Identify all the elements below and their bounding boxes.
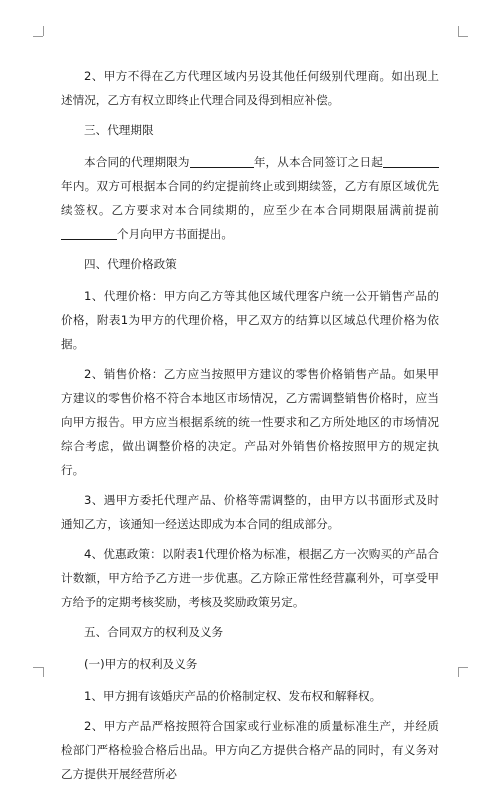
blank-field-notice-months: [61, 225, 117, 240]
paragraph-pricing-rights: 1、甲方拥有该婚庆产品的价格制定权、发布权和解释权。: [84, 689, 382, 703]
paragraph-retail-price: 2、销售价格：乙方应当按照甲方建议的零售价格销售产品。如果甲方建议的零售价格不符合本地区市场情况，乙方需调整销售价格时，应当向甲方报告。甲方应当根据系统的统一性要求和乙方所处地区的市场情况综合考虑，做出调整价格的决定。产品对外销售价格按照甲方的规定执行。: [61, 367, 439, 477]
crop-mark-bottom-right-v: [458, 667, 459, 677]
section-heading-pricing: 四、代理价格政策: [84, 257, 177, 271]
crop-mark-top-right-h: [458, 36, 468, 37]
paragraph-exclusive-area: 2、甲方不得在乙方代理区域内另设其他任何级别代理商。如出现上述情况，乙方有权立即终止代理合同及得到相应补偿。: [61, 69, 439, 107]
crop-mark-bottom-left-v: [43, 667, 44, 677]
subsection-heading-party-a: (一)甲方的权利及义务: [84, 657, 198, 671]
blank-field-term-years: [190, 153, 254, 168]
term-text-4: 个月向甲方书面提出。: [117, 227, 233, 241]
blank-field-start-years: [383, 153, 439, 168]
crop-mark-top-left-h: [33, 36, 43, 37]
crop-mark-top-right-v: [458, 26, 459, 36]
crop-mark-bottom-left-h: [33, 667, 43, 668]
paragraph-agency-price: 1、代理价格：甲方向乙方等其他区域代理客户统一公开销售产品的价格，附表1为甲方的代理价格，甲乙双方的结算以区域总代理价格为依据。: [61, 289, 439, 351]
section-heading-rights: 五、合同双方的权利及义务: [84, 625, 224, 639]
document-body: [61, 64, 439, 792]
paragraph-term: [61, 150, 439, 246]
section-heading-term: 三、代理期限: [84, 123, 154, 137]
paragraph-price-adjustment: 3、遇甲方委托代理产品、价格等需调整的，由甲方以书面形式及时通知乙方，该通知一经送达即成为本合同的组成部分。: [61, 493, 439, 531]
term-text-2: 年，从本合同签订之日起: [253, 155, 383, 169]
paragraph-quality-standard: 2、甲方产品严格按照符合国家或行业标准的质量标准生产，并经质检部门严格检验合格后出品。甲方向乙方提供合格产品的同时，有义务对乙方提供开展经营所必: [61, 719, 439, 781]
term-text-3: 年内。双方可根据本合同的约定提前终止或到期续签，乙方有原区域优先续签权。乙方要求对本合同续期的，应至少在本合同期限届满前提前: [61, 179, 439, 217]
paragraph-discount-policy: 4、优惠政策：以附表1代理价格为标准，根据乙方一次购买的产品合计数额，甲方给予乙方进一步优惠。乙方除正常性经营赢利外，可享受甲方给予的定期考核奖励，考核及奖励政策另定。: [61, 547, 439, 609]
crop-mark-bottom-right-h: [458, 667, 468, 668]
term-text-1: 本合同的代理期限为: [84, 155, 190, 169]
crop-mark-top-left-v: [43, 26, 44, 36]
